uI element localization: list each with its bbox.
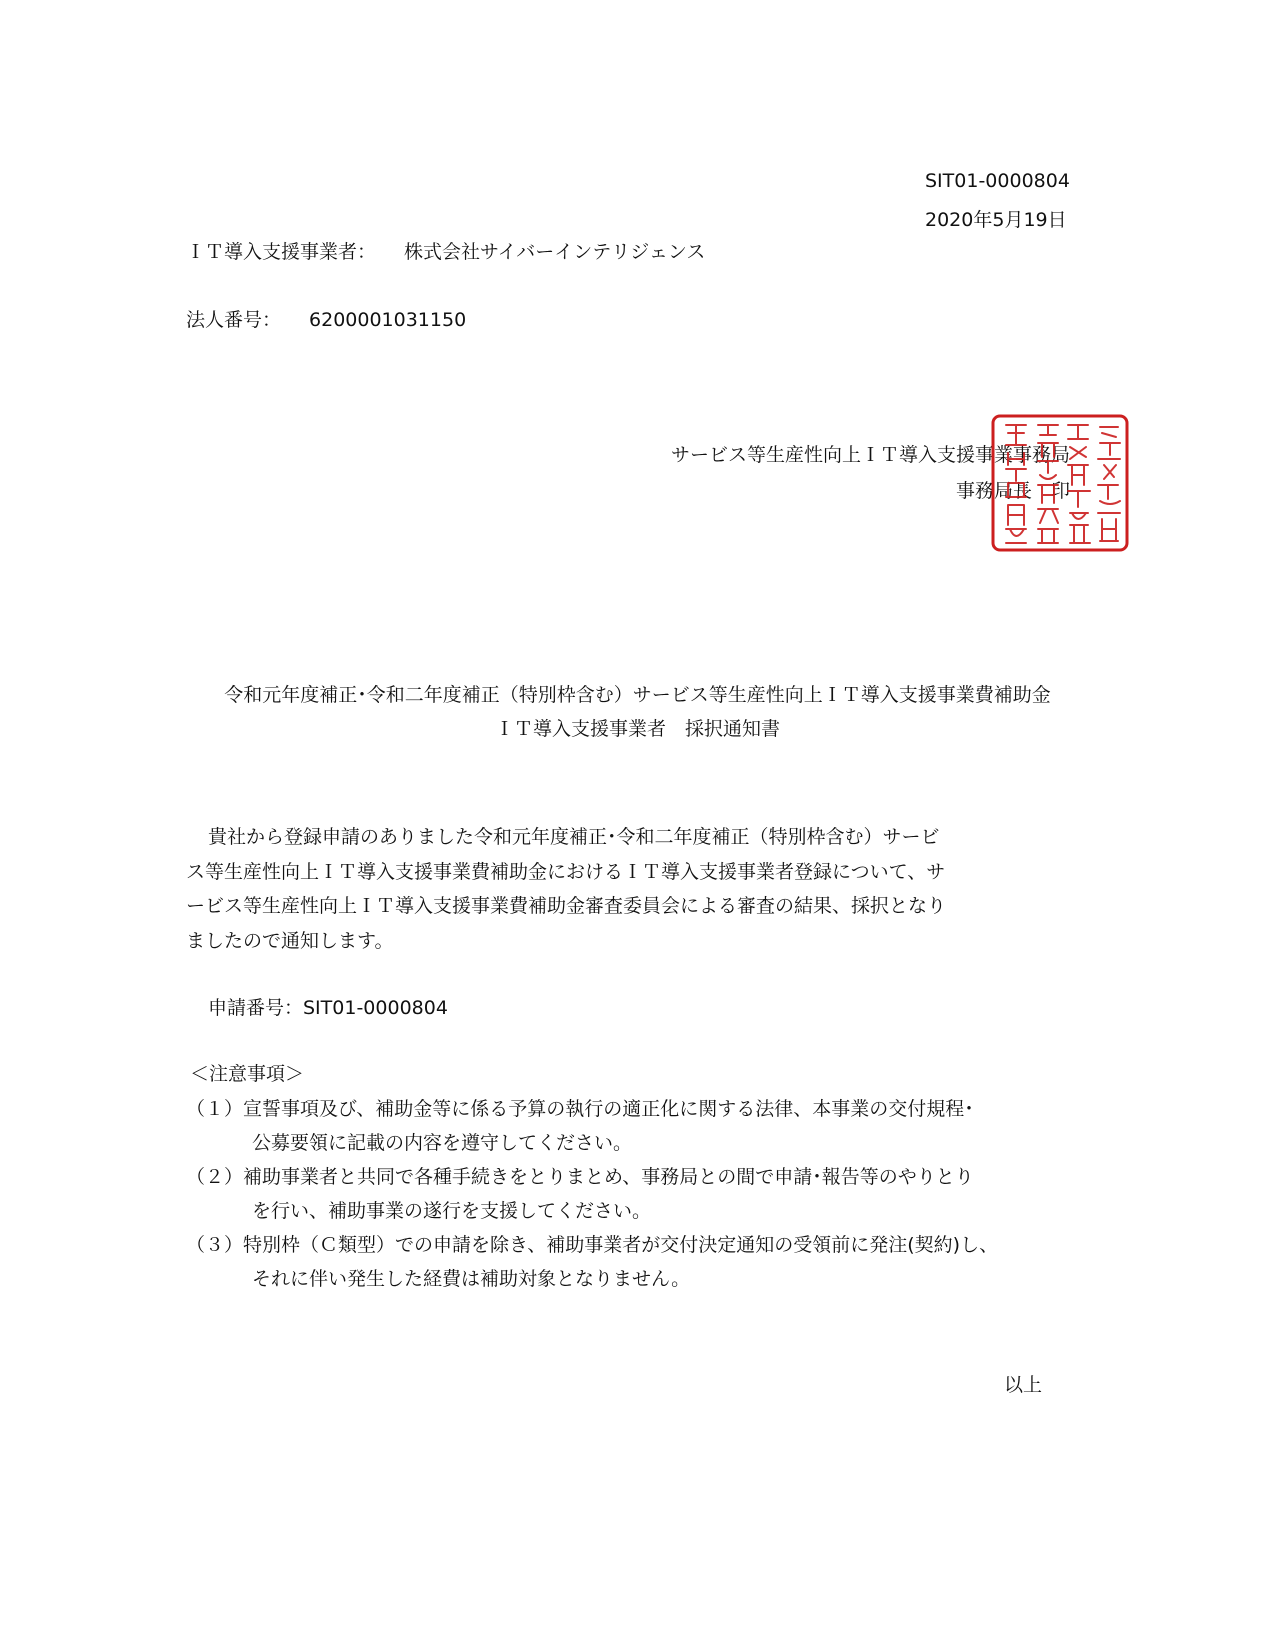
title-line-1: 令和元年度補正･令和二年度補正（特別枠含む）サービス等生産性向上ＩＴ導入支援事業費補助金 [224, 684, 1051, 706]
note-line: （２）補助事業者と共同で各種手続きをとりまとめ、事務局との間で申請･報告等のやりとり [186, 1166, 974, 1188]
corporate-number-label: 法人番号： [186, 309, 282, 331]
vendor-name: 株式会社サイバーインテリジェンス [404, 241, 706, 263]
recipient-vendor-line [186, 237, 705, 264]
body-line: ましたので通知します。 [186, 929, 394, 952]
document-number: SIT01-0000804 [925, 170, 1070, 192]
issuer-organization: サービス等生産性向上ＩＴ導入支援事業事務局 [670, 444, 1070, 466]
notes-heading: ＜注意事項＞ [190, 1063, 305, 1085]
document-title [0, 678, 1275, 746]
note-line: （１）宣誓事項及び、補助金等に係る予算の執行の適正化に関する法律、本事業の交付規程･ [186, 1098, 974, 1120]
issue-date: 2020年5月19日 [925, 209, 1067, 231]
official-seal [990, 413, 1130, 553]
corporate-number-line [186, 305, 466, 332]
note-item-1 [186, 1092, 1136, 1160]
note-line: （３）特別枠（Ｃ類型）での申請を除き、補助事業者が交付決定通知の受領前に発注(契約)し、 [186, 1234, 999, 1256]
note-continuation: を行い、補助事業の遂行を支援してください。 [252, 1200, 652, 1222]
application-number: 申請番号：SIT01-0000804 [208, 997, 448, 1019]
notes-list [186, 1092, 1136, 1296]
note-item-2 [186, 1160, 1136, 1228]
body-line: ス等生産性向上ＩＴ導入支援事業費補助金におけるＩＴ導入支援事業者登録について、サ [186, 860, 946, 883]
title-line-2: ＩＴ導入支援事業者 採択通知書 [494, 718, 780, 740]
note-item-3 [186, 1228, 1136, 1296]
corporate-number: 6200001031150 [309, 309, 467, 331]
note-continuation: それに伴い発生した経費は補助対象となりません。 [252, 1268, 691, 1290]
issuer-title: 事務局長 印 [955, 480, 1070, 502]
body-line: ービス等生産性向上ＩＴ導入支援事業費補助金審査委員会による審査の結果、採択となり [186, 895, 947, 917]
note-continuation: 公募要領に記載の内容を遵守してください。 [252, 1132, 633, 1154]
vendor-label: ＩＴ導入支援事業者： [186, 241, 377, 263]
closing-mark: 以上 [1004, 1374, 1043, 1396]
body-paragraph [186, 820, 1056, 958]
body-line: 貴社から登録申請のありました令和元年度補正･令和二年度補正（特別枠含む）サービ [208, 826, 940, 848]
